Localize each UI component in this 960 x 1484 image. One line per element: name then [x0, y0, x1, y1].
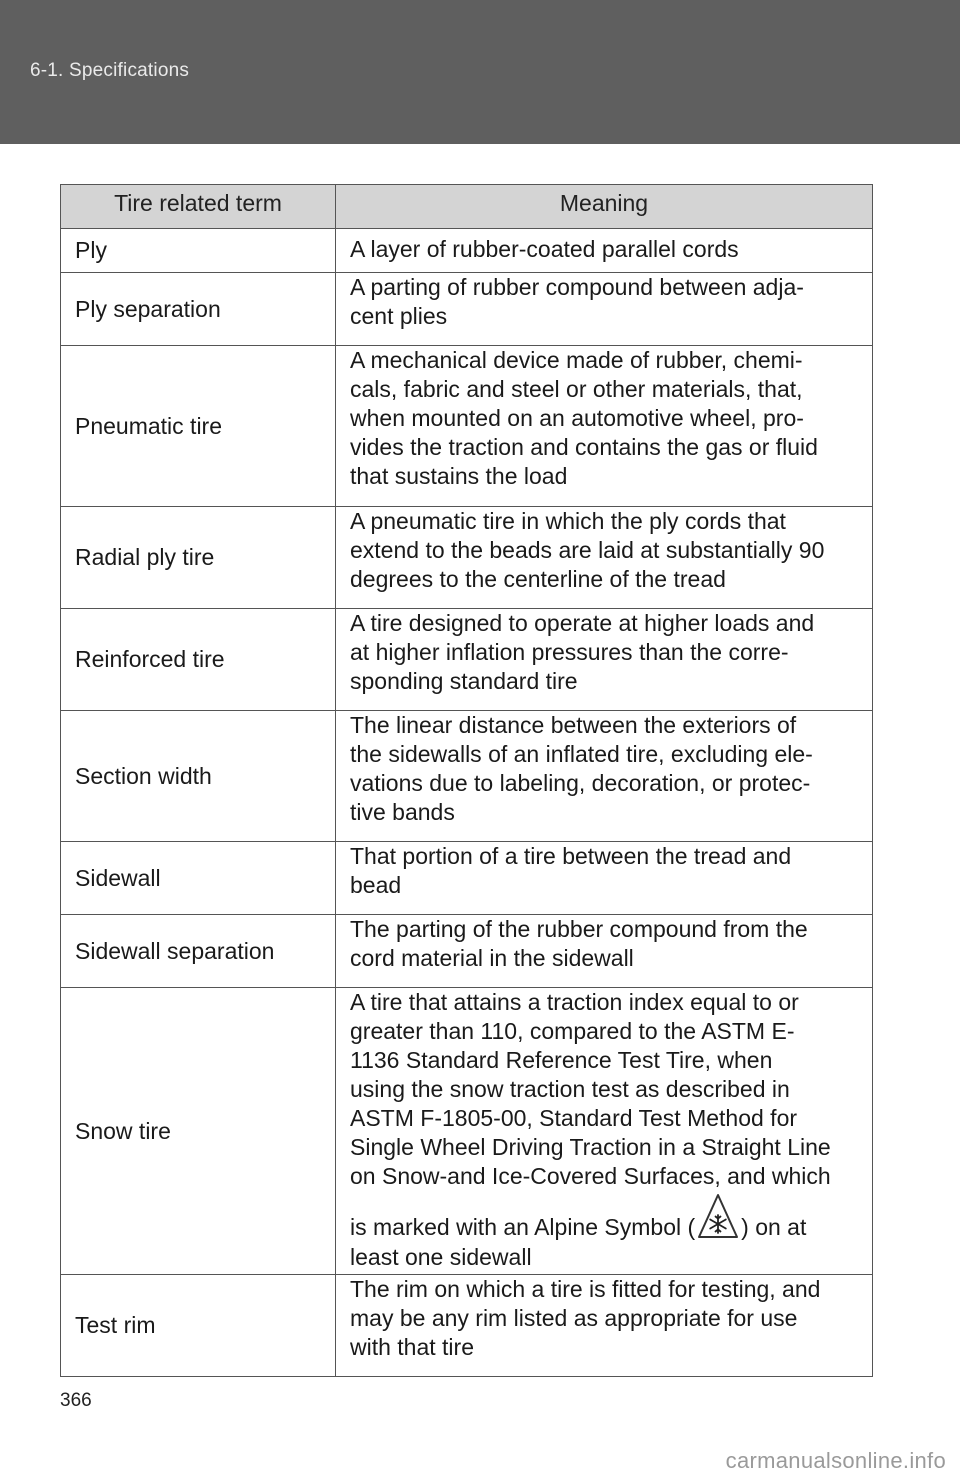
meaning-cell: That portion of a tire between the tread and bead	[336, 842, 873, 915]
snow-meaning-text-after: ) on at least one sidewall	[350, 1214, 807, 1270]
table-row	[61, 842, 873, 915]
term-cell: Ply	[61, 229, 336, 273]
meaning-cell: A layer of rubber-coated parallel cords	[336, 229, 873, 273]
term-cell: Pneumatic tire	[61, 346, 336, 507]
table-row	[61, 711, 873, 842]
term-cell: Test rim	[61, 1275, 336, 1377]
meaning-cell: The parting of the rubber compound from the cord material in the sidewall	[336, 915, 873, 988]
column-header-term: Tire related term	[61, 185, 336, 229]
term-cell: Section width	[61, 711, 336, 842]
table-row	[61, 229, 873, 273]
meaning-cell: The rim on which a tire is fitted for testing, and may be any rim listed as appropriate for use with that tire	[336, 1275, 873, 1377]
term-cell: Sidewall separation	[61, 915, 336, 988]
meaning-cell: A tire designed to operate at higher loads and at higher inflation pressures than the corre- sponding standard tire	[336, 609, 873, 711]
term-cell: Reinforced tire	[61, 609, 336, 711]
watermark: carmanualsonline.info	[725, 1448, 946, 1473]
snow-meaning-text-before: A tire that attains a traction index equal to or greater than 110, compared to the ASTM E- 1136 Standard Reference Test Tire, when using the snow traction test as described in ASTM F-1805-00, Standard Test Method for Single Wheel Driving Traction in a Straight Line on Snow-and Ice-Covered Surfaces, and which is marked with an Alpine Symbol (	[350, 989, 831, 1240]
table-row	[61, 609, 873, 711]
column-header-meaning: Meaning	[336, 185, 873, 229]
term-cell: Radial ply tire	[61, 507, 336, 609]
section-title: 6-1. Specifications	[30, 60, 190, 81]
meaning-cell: The linear distance between the exteriors of the sidewalls of an inflated tire, excluding ele- vations due to labeling, decoration, or protec- tive bands	[336, 711, 873, 842]
meaning-cell: A pneumatic tire in which the ply cords that extend to the beads are laid at substantially 90 degrees to the centerline of the tread	[336, 507, 873, 609]
table-row	[61, 273, 873, 346]
tire-terms-table	[60, 184, 873, 1377]
table-header-row	[61, 185, 873, 229]
term-cell: Snow tire	[61, 988, 336, 1275]
meaning-cell: A parting of rubber compound between adja- cent plies	[336, 273, 873, 346]
table-row	[61, 915, 873, 988]
meaning-cell	[336, 988, 873, 1275]
meaning-cell: A mechanical device made of rubber, chemi- cals, fabric and steel or other materials, that, when mounted on an automotive wheel, pro- vides the traction and contains the gas or fluid that sustains the load	[336, 346, 873, 507]
page-number: 366	[60, 1390, 92, 1411]
term-cell: Sidewall	[61, 842, 336, 915]
table-row	[61, 507, 873, 609]
table-row	[61, 988, 873, 1275]
table-row	[61, 346, 873, 507]
alpine-snowflake-icon	[695, 1191, 741, 1243]
table-row	[61, 1275, 873, 1377]
term-cell: Ply separation	[61, 273, 336, 346]
header-band	[0, 0, 960, 144]
